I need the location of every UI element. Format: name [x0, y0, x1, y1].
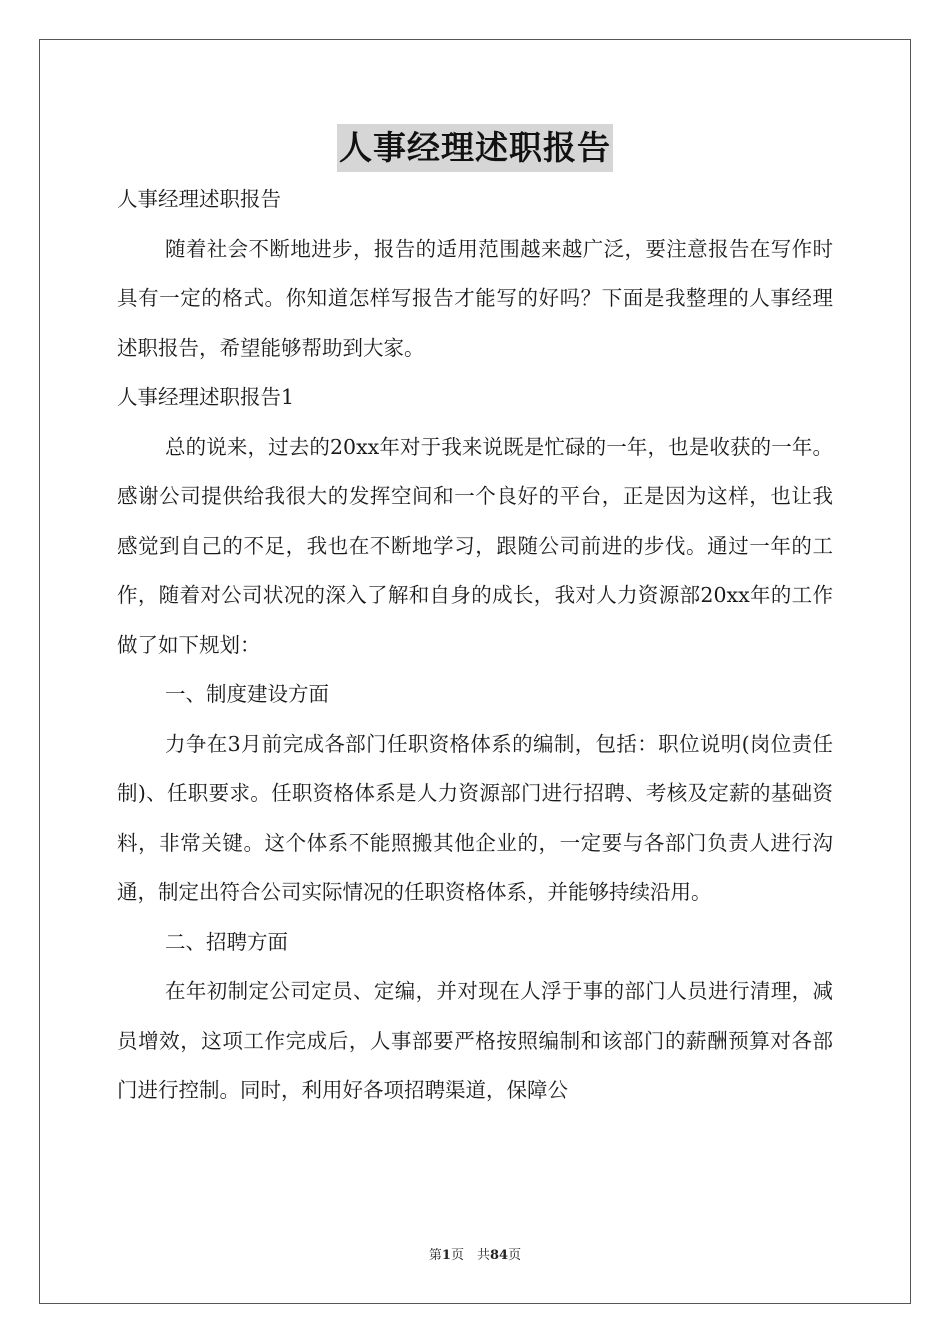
sub-heading: 一、制度建设方面 — [165, 682, 329, 706]
total-page-count: 84 — [489, 1248, 509, 1263]
current-page-number: 1 — [441, 1248, 451, 1263]
section-heading: 人事经理述职报告1 — [117, 385, 295, 409]
paragraph: 人事经理述职报告 — [117, 187, 281, 211]
paragraph: 随着社会不断地进步，报告的适用范围越来越广泛，要注意报告在写作时具有一定的格式。你知道怎样写报告才能写的好吗？下面是我整理的人事经理述职报告，希望能够帮助到大家。 — [117, 236, 833, 360]
document-body — [117, 175, 833, 1116]
footer-suffix: 页 — [508, 1248, 522, 1263]
paragraph: 总的说来，过去的20xx年对于我来说既是忙碌的一年，也是收获的一年。感谢公司提供给我很大的发挥空间和一个良好的平台，正是因为这样，也让我感觉到自己的不足，我也在不断地学习，跟随公司前进的步伐。通过一年的工作，随着对公司状况的深入了解和自身的成长，我对人力资源部20xx年的工作做了如下规划： — [117, 434, 833, 657]
page-footer — [0, 1244, 950, 1263]
sub-heading: 二、招聘方面 — [165, 929, 288, 954]
footer-prefix: 第 — [428, 1248, 442, 1263]
paragraph: 力争在3月前完成各部门任职资格体系的编制，包括：职位说明(岗位责任制)、任职要求。任职资格体系是人力资源部门进行招聘、考核及定薪的基础资料，非常关键。这个体系不能照搬其他企业的，一定要与各部门负责人进行沟通，制定出符合公司实际情况的任职资格体系，并能够持续沿用。 — [117, 731, 833, 904]
footer-mid: 页 共 — [450, 1248, 490, 1263]
title-container — [0, 124, 950, 172]
document-title: 人事经理述职报告 — [337, 124, 613, 172]
paragraph: 在年初制定公司定员、定编，并对现在人浮于事的部门人员进行清理，减员增效，这项工作完成后，人事部要严格按照编制和该部门的薪酬预算对各部门进行控制。同时，利用好各项招聘渠道，保障公 — [117, 979, 833, 1102]
